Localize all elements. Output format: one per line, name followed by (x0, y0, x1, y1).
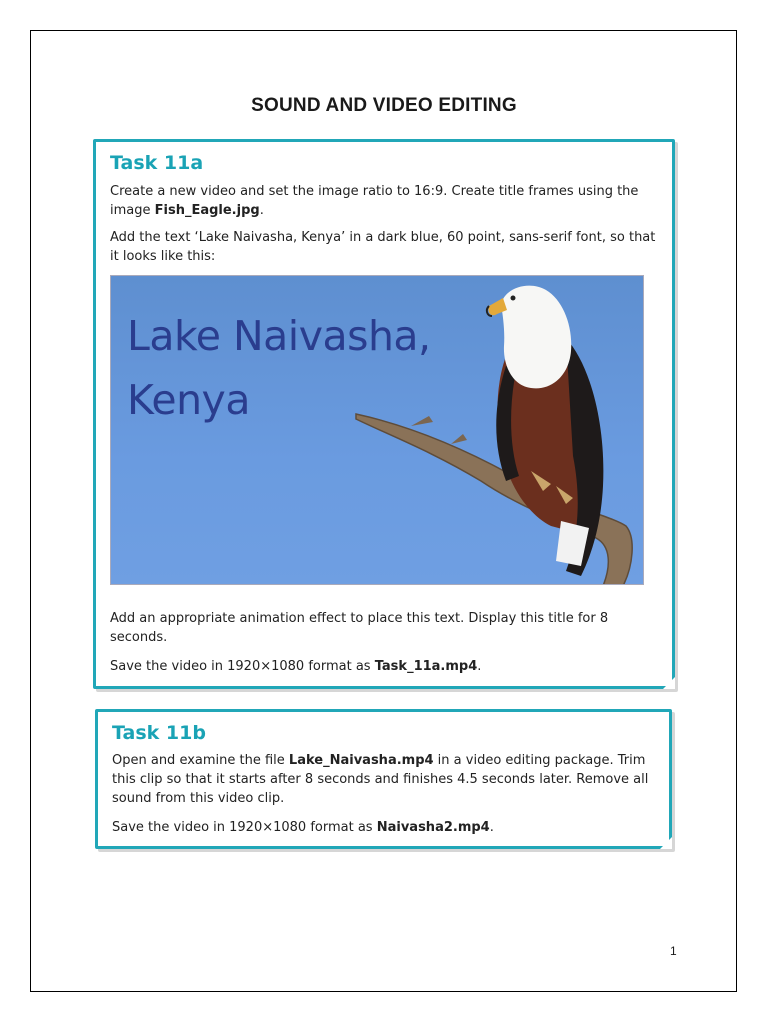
task-11a-p1-text: Create a new video and set the image ratio to 16:9. Create title frames using the image (110, 184, 639, 218)
task-11b-p2-end: . (489, 820, 494, 835)
task-11a-p4-end: . (477, 659, 482, 674)
task-11a-p4-text: Save the video in 1920×1080 format as (110, 659, 375, 674)
image-title-line-2: Kenya (127, 376, 250, 424)
task-11b-p2-filename: Naivasha2.mp4 (376, 820, 490, 835)
fish-eagle-image (110, 275, 644, 585)
task-11a-box (93, 139, 675, 689)
eagle-illustration (111, 276, 644, 585)
box-corner-cut (660, 837, 672, 849)
image-title-line-1: Lake Naivasha, (127, 312, 431, 360)
task-11b-p1-filename: Lake_Naivasha.mp4 (288, 753, 434, 768)
task-11b-p1-rest: in a video editing package. Trim this clip so that it starts after 8 seconds and finishes 4.5 seconds later. Remove all sound from this video clip. (112, 753, 649, 806)
task-11a-p1-end: . (259, 203, 264, 218)
task-11a-paragraph-1 (110, 182, 658, 220)
page-heading: SOUND AND VIDEO EDITING (251, 95, 517, 116)
task-11a-paragraph-4 (110, 657, 658, 676)
task-11b-paragraph-2 (112, 818, 652, 837)
task-11b-paragraph-1 (112, 751, 652, 808)
task-11a-paragraph-2: Add the text ‘Lake Naivasha, Kenya’ in a dark blue, 60 point, sans-serif font, so that it looks like this: (110, 230, 656, 264)
task-11b-p1-text: Open and examine the file (112, 753, 289, 768)
task-11a-paragraph-3: Add an appropriate animation effect to place this text. Display this title for 8 seconds. (110, 611, 609, 645)
eagle-eye (511, 296, 516, 301)
task-11b-title: Task 11b (112, 722, 206, 744)
task-11b-p2-text: Save the video in 1920×1080 format as (112, 820, 377, 835)
task-11a-p1-filename: Fish_Eagle.jpg (154, 203, 260, 218)
task-11b-box (95, 709, 672, 849)
task-11a-p4-filename: Task_11a.mp4 (374, 659, 478, 674)
box-corner-cut (663, 677, 675, 689)
page-number: 1 (670, 944, 677, 958)
task-11a-title: Task 11a (110, 152, 204, 174)
